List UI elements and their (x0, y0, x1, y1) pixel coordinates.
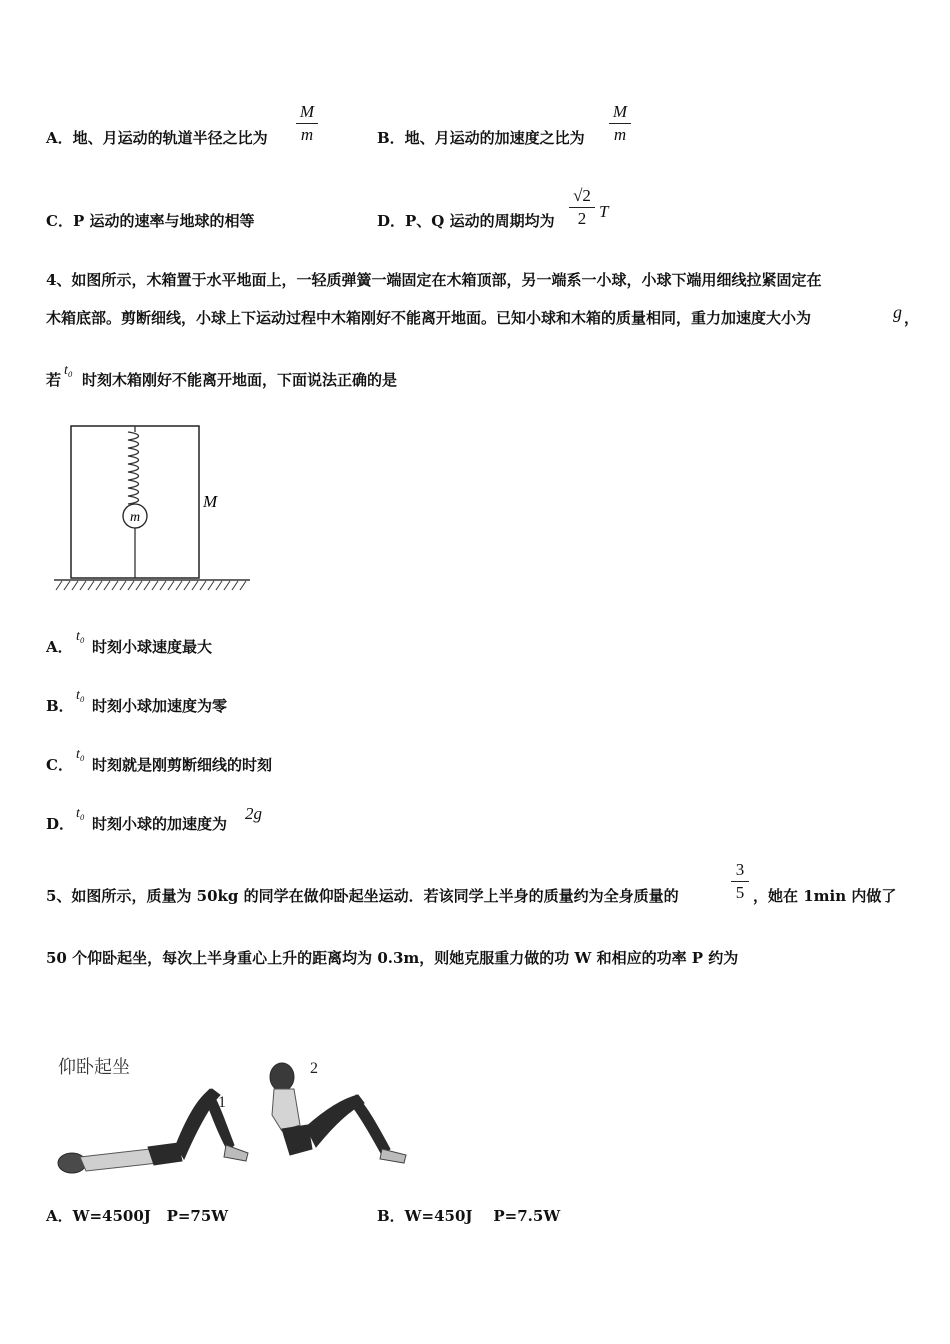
q4-option-b-t0: t₀ (76, 688, 85, 703)
q4-stem-line3-prefix: 若 (46, 371, 62, 389)
q3-option-d: D．P、Q 运动的周期均为 (377, 212, 555, 230)
q5-stem-line2: 50 个仰卧起坐，每次上半身重心上升的距离均为 0.3m，则她克服重力做的功 W 和相应的功率 P 约为 (46, 949, 739, 967)
q4-option-d-text: 时刻小球的加速度为 (92, 815, 228, 833)
q4-option-a-t0: t₀ (76, 629, 85, 644)
person-sitting (270, 1063, 406, 1163)
q4-option-d-accel: 2g (245, 804, 262, 823)
frac-numerator: 3 (735, 860, 745, 879)
q4-option-c-letter: C． (46, 756, 73, 774)
q4-stem-line3: 时刻木箱刚好不能离开地面，下面说法正确的是 (82, 371, 398, 389)
q3-option-b: B．地、月运动的加速度之比为 (377, 129, 585, 147)
spring (128, 426, 139, 506)
frac-numerator: M (299, 102, 315, 121)
q4-stem-line1: 4、如图所示，木箱置于水平地面上，一轻质弹簧一端固定在木箱顶部，另一端系一小球，小球下端用细线拉紧固定在 (46, 271, 822, 289)
q5-situp-figure (50, 1045, 440, 1185)
q5-option-a: A．W=4500J P=75W (46, 1207, 229, 1225)
q5-stem-line1: 5、如图所示，质量为 50kg 的同学在做仰卧起坐运动．若该同学上半身的质量约为全身质量的 (46, 887, 679, 905)
frac-numerator: √2 (573, 186, 591, 205)
q4-stem-comma: ， (904, 309, 920, 327)
q4-stem-line2: 木箱底部。剪断细线，小球上下运动过程中木箱刚好不能离开地面。已知小球和木箱的质量相同，重力加速度大小为 (46, 309, 812, 327)
q5-option-b: B．W=450J P=7.5W (377, 1207, 561, 1225)
q4-option-c-t0: t₀ (76, 747, 85, 762)
ball-label: m (129, 510, 141, 525)
q5-stem-line1-end: ，她在 1min 内做了 (753, 887, 897, 905)
q3-option-c: C．P 运动的速率与地球的相等 (46, 212, 255, 230)
q4-option-d-t0: t₀ (76, 806, 85, 821)
q4-option-c-text: 时刻就是刚剪断细线的时刻 (92, 756, 273, 774)
frac-denominator: m (300, 125, 314, 144)
ground (54, 580, 250, 590)
frac-denominator: 2 (577, 209, 587, 228)
q4-gravity-symbol: g (893, 302, 902, 322)
figure-label-2: 2 (310, 1060, 318, 1077)
q3-option-a: A．地、月运动的轨道半径之比为 (46, 129, 268, 147)
q4-t0-symbol: t₀ (64, 363, 73, 378)
q4-option-b-text: 时刻小球加速度为零 (92, 697, 228, 715)
q4-option-b-letter: B． (46, 697, 74, 715)
frac-numerator: M (612, 102, 628, 121)
situp-caption: 仰卧起坐 (58, 1057, 130, 1078)
box-label: M (203, 492, 218, 511)
q4-box-spring-figure (50, 420, 260, 600)
figure-label-1: 1 (218, 1094, 226, 1111)
frac-denominator: m (613, 125, 627, 144)
q5-fraction (731, 860, 749, 903)
q4-option-a-letter: A． (46, 638, 73, 656)
frac-denominator: 5 (735, 883, 745, 902)
q3-option-a-fraction (296, 102, 318, 145)
q4-option-a-text: 时刻小球速度最大 (92, 638, 213, 656)
q3-option-b-fraction (609, 102, 631, 145)
q3-option-d-fraction (569, 186, 595, 229)
q4-option-d-letter: D． (46, 815, 75, 833)
q3-option-d-period-symbol: T (599, 202, 609, 221)
